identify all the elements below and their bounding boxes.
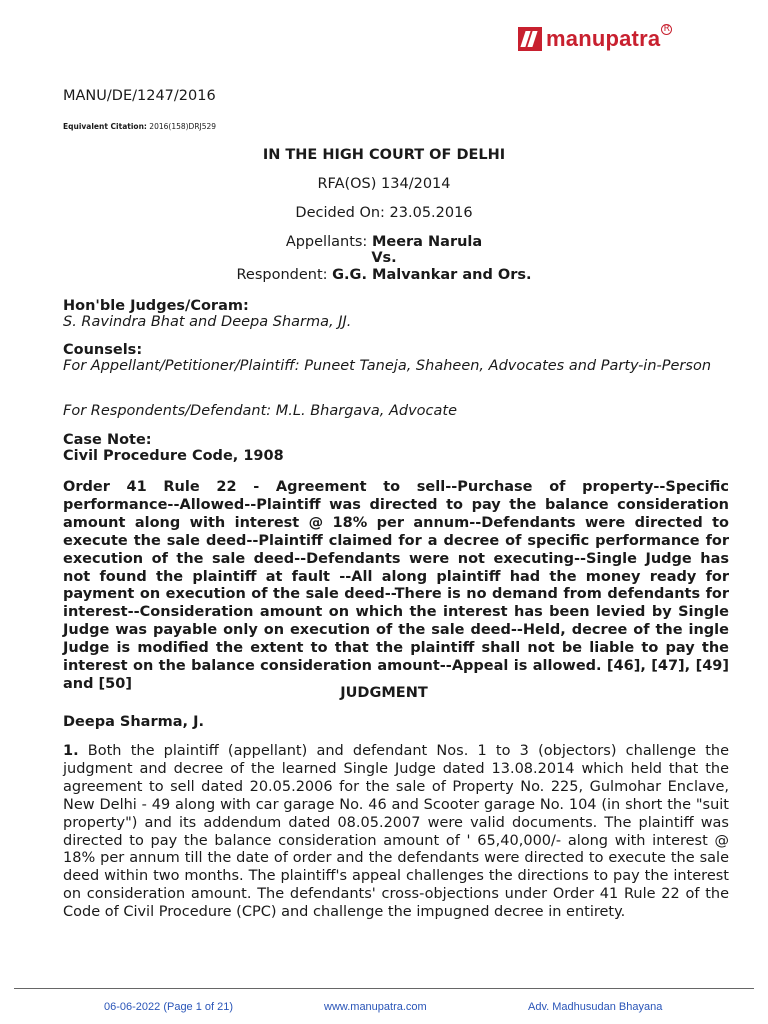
paragraph-text: Both the plaintiff (appellant) and defendant Nos. 1 to 3 (objectors) challenge the judgment and decree of the learned Single Judge dated 13.08.2014 which held that the agreement to sell dated 20.05.2006 for the sale of Property No. 225, Gulmohar Enclave, New Delhi - 49 along with car garage No. 46 and Scooter garage No. 104 (in short the "suit property") and its addendum dated 08.05.2007 were valid documents. The plaintiff was directed to pay the balance consideration amount of ' 65,40,000/- along with interest @ 18% per annum till the date of order and the defendants were directed to execute the sale deed within two months. The plaintiff's appeal challenges the directions to pay the interest on consideration amount. The defendants' cross-objections under Order 41 Rule 22 of the Code of Civil Procedure (CPC) and challenge the impugned decree in entirety. (63, 743, 729, 921)
judgment-heading: JUDGMENT (340, 685, 428, 701)
respondent-line (0, 267, 768, 283)
counsel-respondent: For Respondents/Defendant: M.L. Bhargava, Advocate (63, 403, 458, 419)
case-note-act: Civil Procedure Code, 1908 (63, 448, 284, 464)
decided-on: Decided On: 23.05.2016 (295, 205, 473, 221)
case-note-body: Order 41 Rule 22 - Agreement to sell--Purchase of property--Specific performance--Allowed--Plaintiff was directed to pay the balance consideration amount along with interest @ 18% per annum--Defendants were directed to execute the sale deed--Plaintiff claimed for a decree of specific performance for execution of the sale deed--Defendants were not executing--Single Judge has not found the plaintiff at fault --All along plaintiff had the money ready for payment on execution of the sale deed--There is no demand from defendants for interest--Consideration amount on which the interest has been levied by Single Judge was payable only on execution of the sale deed--Held, decree of the ingle Judge is modified the extent to that the plaintiff shall not be liable to pay the interest on the balance consideration amount--Appeal is allowed. [46], [47], [49] and [50] (63, 479, 729, 692)
appellants-name: Meera Narula (371, 234, 483, 250)
registered-mark-icon: R (661, 24, 672, 35)
paragraph-number: 1. (63, 743, 79, 759)
counsels-heading: Counsels: (63, 342, 143, 358)
paragraph-1 (63, 743, 729, 922)
equivalent-citation-value: 2016(158)DRJ529 (146, 122, 217, 131)
appellants-label: Appellants: (285, 234, 372, 250)
footer-divider (14, 988, 754, 989)
respondent-name: G.G. Malvankar and Ors. (332, 267, 532, 283)
respondent-label: Respondent: (236, 267, 333, 283)
counsel-appellant: For Appellant/Petitioner/Plaintiff: Puneet Taneja, Shaheen, Advocates and Party-in-Person (63, 358, 712, 374)
equivalent-citation-label: Equivalent Citation: (63, 122, 147, 131)
brand-name: manupatra (546, 26, 661, 51)
appellants-line (0, 234, 768, 250)
manu-citation: MANU/DE/1247/2016 (63, 88, 216, 104)
judges-heading: Hon'ble Judges/Coram: (63, 298, 249, 314)
equivalent-citation (63, 122, 216, 131)
court-name: IN THE HIGH COURT OF DELHI (262, 147, 506, 163)
judgment-author: Deepa Sharma, J. (63, 714, 204, 730)
footer-site-link[interactable]: www.manupatra.com (324, 1001, 427, 1013)
case-note-heading: Case Note: (63, 432, 152, 448)
judges-names: S. Ravindra Bhat and Deepa Sharma, JJ. (63, 314, 352, 330)
case-number: RFA(OS) 134/2014 (317, 176, 451, 192)
manupatra-logo-icon (518, 27, 542, 51)
manupatra-logo (518, 24, 672, 54)
footer-user: Adv. Madhusudan Bhayana (528, 1001, 663, 1013)
versus: Vs. (371, 250, 397, 266)
footer-date-page: 06-06-2022 (Page 1 of 21) (104, 1001, 234, 1013)
